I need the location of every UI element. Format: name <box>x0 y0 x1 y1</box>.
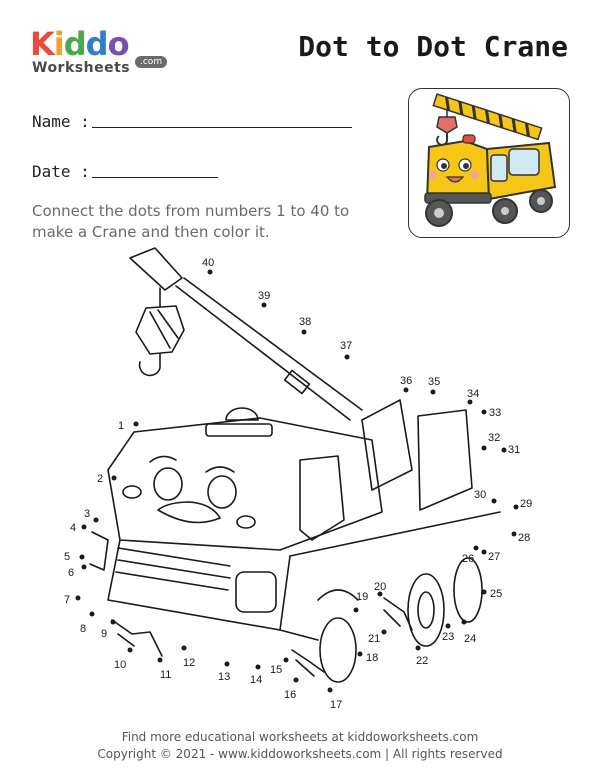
dot-label-16: 16 <box>284 689 297 701</box>
dot-39[interactable] <box>262 303 267 308</box>
dot-label-11: 11 <box>160 669 172 681</box>
dot-label-26: 26 <box>462 553 475 565</box>
dot-label-1: 1 <box>118 420 125 432</box>
dot-label-25: 25 <box>490 588 503 600</box>
name-label: Name : <box>32 112 90 131</box>
right-eye <box>208 476 236 508</box>
dot-30[interactable] <box>492 499 497 504</box>
name-line[interactable] <box>92 127 352 128</box>
instructions: Connect the dots from numbers 1 to 40 to make a Crane and then color it. <box>32 202 350 241</box>
dot-33[interactable] <box>482 410 487 415</box>
dot-9[interactable] <box>111 620 116 625</box>
dot-21[interactable] <box>382 630 387 635</box>
dot-26[interactable] <box>474 546 479 551</box>
hook <box>140 354 160 375</box>
dot-label-27: 27 <box>488 551 501 563</box>
page-title: Dot to Dot Crane <box>298 30 568 63</box>
dot-3[interactable] <box>94 518 99 523</box>
dot-label-14: 14 <box>250 674 263 686</box>
dot-label-12: 12 <box>183 657 196 669</box>
dot-label-36: 36 <box>400 375 413 387</box>
dot-36[interactable] <box>404 388 409 393</box>
left-eye <box>154 468 182 500</box>
dot-label-29: 29 <box>520 498 533 510</box>
mouth <box>158 502 220 523</box>
dot-label-10: 10 <box>114 659 127 671</box>
logo-subtitle: Worksheets <box>32 60 131 76</box>
dot-label-39: 39 <box>258 290 271 302</box>
dot-16[interactable] <box>294 678 299 683</box>
logo-letter: K <box>30 25 54 63</box>
footer-line-1: Find more educational worksheets at kiddoworksheets.com <box>121 730 479 744</box>
dot-label-8: 8 <box>80 623 87 635</box>
dot-1[interactable] <box>134 422 139 427</box>
dot-label-2: 2 <box>97 473 104 485</box>
dot-35[interactable] <box>431 390 436 395</box>
dot-label-35: 35 <box>428 376 441 388</box>
reference-crane-image <box>409 89 569 237</box>
dot-18[interactable] <box>358 652 363 657</box>
dot-24[interactable] <box>462 620 467 625</box>
dot-label-22: 22 <box>416 655 429 667</box>
dot-label-23: 23 <box>442 631 455 643</box>
dot-17[interactable] <box>328 688 333 693</box>
dot-4[interactable] <box>82 525 87 530</box>
rear-wheel <box>454 558 482 622</box>
dot-15[interactable] <box>284 658 289 663</box>
logo-letter: d <box>63 25 86 63</box>
dot-25[interactable] <box>482 590 487 595</box>
logo-dotcom: .com <box>135 56 167 68</box>
dot-label-19: 19 <box>356 591 369 603</box>
dot-label-7: 7 <box>64 594 71 606</box>
dot-14[interactable] <box>256 665 261 670</box>
dot-label-30: 30 <box>474 489 487 501</box>
dot-label-34: 34 <box>467 388 480 400</box>
dot-12[interactable] <box>182 646 187 651</box>
dot-label-17: 17 <box>330 699 343 710</box>
dot-40[interactable] <box>208 270 213 275</box>
dot-label-37: 37 <box>340 340 353 352</box>
dot-13[interactable] <box>225 662 230 667</box>
date-line[interactable] <box>92 177 218 178</box>
dot-label-24: 24 <box>464 633 477 645</box>
dot-8[interactable] <box>90 612 95 617</box>
dot-31[interactable] <box>502 448 507 453</box>
dot-7[interactable] <box>76 596 81 601</box>
date-label: Date : <box>32 162 90 181</box>
logo-letter: i <box>53 25 64 63</box>
dot-32[interactable] <box>482 446 487 451</box>
dot-label-31: 31 <box>508 444 521 456</box>
dot-34[interactable] <box>468 400 473 405</box>
reference-image-box <box>408 88 570 238</box>
dot-27[interactable] <box>482 550 487 555</box>
logo-wordmark <box>30 26 129 62</box>
front-wheel <box>320 618 356 682</box>
dot-10[interactable] <box>128 648 133 653</box>
crane-dot-to-dot-sheet <box>0 240 600 710</box>
dot-38[interactable] <box>302 330 307 335</box>
dot-label-4: 4 <box>70 522 77 534</box>
dot-19[interactable] <box>354 608 359 613</box>
middle-wheel <box>408 574 444 646</box>
dot-11[interactable] <box>158 658 163 663</box>
dot-28[interactable] <box>512 532 517 537</box>
dot-label-18: 18 <box>366 652 379 664</box>
dot-label-9: 9 <box>101 628 108 640</box>
dot-label-33: 33 <box>489 407 502 419</box>
dot-label-3: 3 <box>84 508 91 520</box>
dot-2[interactable] <box>112 476 117 481</box>
dot-label-28: 28 <box>518 532 531 544</box>
dot-label-38: 38 <box>299 316 312 328</box>
dot-label-21: 21 <box>368 633 381 645</box>
kiddo-logo <box>30 26 170 82</box>
dot-label-5: 5 <box>64 551 71 563</box>
dot-label-40: 40 <box>202 257 215 269</box>
dot-6[interactable] <box>82 565 87 570</box>
footer-line-2: Copyright © 2021 - www.kiddoworksheets.com | All rights reserved <box>97 747 503 761</box>
dot-label-15: 15 <box>270 664 283 676</box>
side-window <box>300 456 344 540</box>
dot-37[interactable] <box>345 355 350 360</box>
dot-22[interactable] <box>416 646 421 651</box>
logo-letter: d <box>85 25 108 63</box>
dot-29[interactable] <box>514 505 519 510</box>
dot-label-20: 20 <box>374 581 387 593</box>
dot-label-32: 32 <box>488 432 501 444</box>
dot-23[interactable] <box>446 624 451 629</box>
boom-tip <box>130 248 182 290</box>
logo-letter: o <box>107 25 129 63</box>
dot-label-6: 6 <box>68 567 75 579</box>
dot-label-13: 13 <box>218 671 231 683</box>
dot-5[interactable] <box>80 555 85 560</box>
